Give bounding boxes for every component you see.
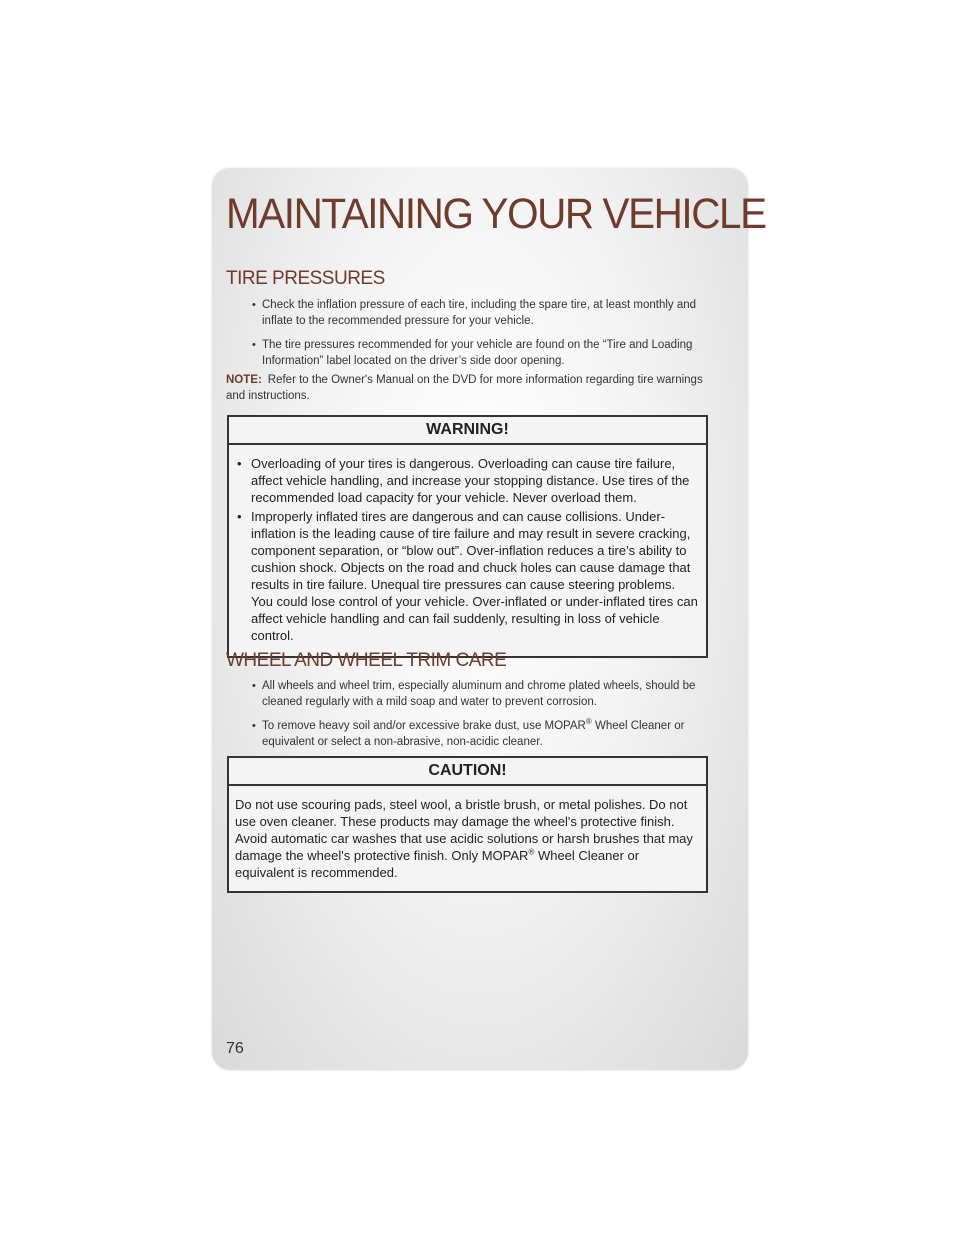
- warning-box: [227, 415, 708, 658]
- warning-body: [229, 445, 706, 656]
- registered-mark: ®: [528, 847, 535, 857]
- note-text: Refer to the Owner's Manual on the DVD for more information regarding tire warnings and instructions.: [226, 374, 703, 402]
- caution-text-part: Do not use scouring pads, steel wool, a bristle brush, or metal polishes. Do not use oven cleaner. These products may damage the wheel's protective finish. Avoid automatic car washes that use acidic solutions or harsh brushes that may damage the wheel's protective finish. Only MOPAR: [235, 797, 693, 863]
- list-item: [226, 718, 716, 750]
- caution-text: [233, 796, 700, 881]
- page-number: 76: [226, 1040, 244, 1057]
- wheel-care-heading: WHEEL AND WHEEL TRIM CARE: [226, 650, 507, 671]
- caution-text-part: Wheel Cleaner or equivalent is recommended.: [235, 848, 640, 880]
- bullet-text: To remove heavy soil and/or excessive brake dust, use MOPAR: [262, 720, 586, 732]
- bullet-text: Wheel Cleaner or equivalent or select a non-abrasive, non-acidic cleaner.: [262, 720, 685, 748]
- note-paragraph: [226, 372, 706, 404]
- warning-list: [233, 455, 700, 644]
- chapter-title: MAINTAINING YOUR VEHICLE: [226, 190, 766, 238]
- list-item: • The tire pressures recommended for your vehicle are found on the “Tire and Loading Information” label located on the driver’s side door opening.: [226, 337, 716, 369]
- list-item: • Overloading of your tires is dangerous. Overloading can cause tire failure, affect vehicle handling, and increase your stopping distance. Use tires of the recommended load capacity for your vehicle. Never overload them.: [233, 455, 700, 506]
- registered-mark: ®: [585, 717, 592, 727]
- caution-body: [229, 786, 706, 891]
- list-item: • All wheels and wheel trim, especially aluminum and chrome plated wheels, should be cleaned regularly with a mild soap and water to prevent corrosion.: [226, 678, 716, 710]
- warning-header: WARNING!: [229, 417, 706, 445]
- tire-pressures-heading: TIRE PRESSURES: [226, 268, 385, 289]
- note-label: NOTE:: [226, 374, 262, 386]
- caution-header: CAUTION!: [229, 758, 706, 786]
- list-item: • Check the inflation pressure of each tire, including the spare tire, at least monthly and inflate to the recommended pressure for your vehicle.: [226, 297, 716, 329]
- list-item: • Improperly inflated tires are dangerous and can cause collisions. Under-inflation is the leading cause of tire failure and may result in severe cracking, component separation, or “blow out”. Over-inflation reduces a tire’s ability to cushion shock. Objects on the road and chuck holes can cause damage that results in tire failure. Unequal tire pressures can cause steering problems. You could lose control of your vehicle. Over-inflated or under-inflated tires can affect vehicle handling and can fail suddenly, resulting in loss of vehicle control.: [233, 508, 700, 644]
- caution-box: [227, 756, 708, 893]
- tire-pressures-list: [226, 297, 716, 377]
- wheel-care-list: [226, 678, 716, 758]
